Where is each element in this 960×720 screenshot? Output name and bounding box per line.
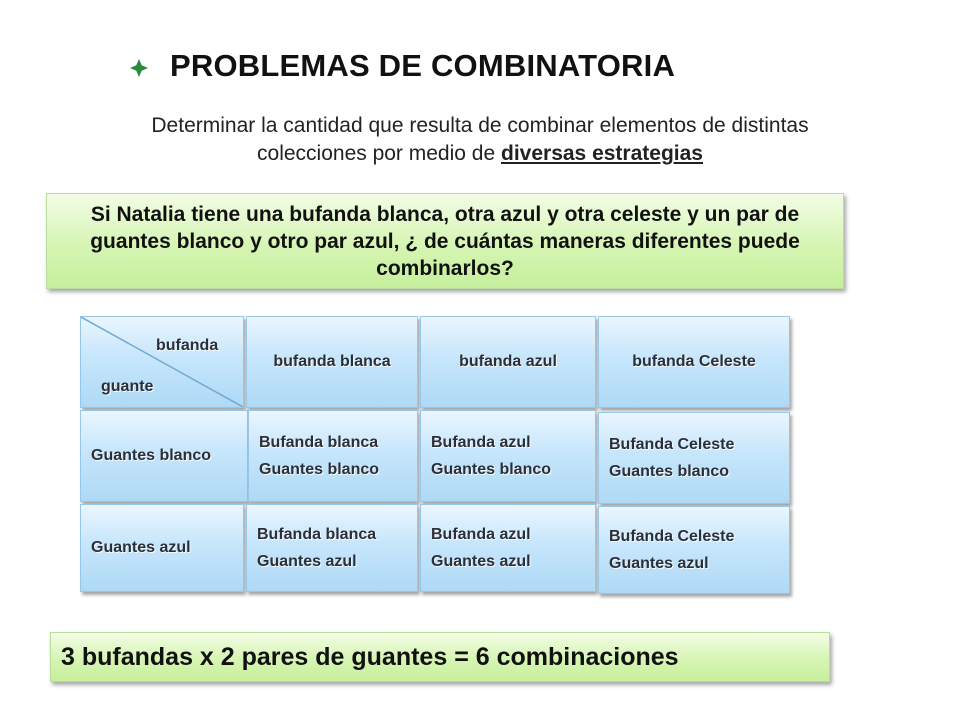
subtitle-line-2-text: colecciones por medio de [257,142,501,165]
corner-bottom-label: guante [101,378,154,395]
column-header-label: bufanda Celeste [632,353,756,370]
cell-glove-text: Guantes blanco [609,463,730,480]
corner-top-label: bufanda [156,337,219,354]
title-text: PROBLEMAS DE COMBINATORIA [170,48,676,83]
combination-cell [598,506,790,594]
row-header-label: Guantes blanco [91,447,212,464]
cell-glove-text: Guantes blanco [259,461,380,478]
diamond-bullet-icon [130,59,148,77]
cell-glove-text: Guantes azul [431,553,531,570]
result-statement [50,632,830,682]
column-header [246,316,418,408]
cell-scarf-text: Bufanda Celeste [609,436,735,453]
subtitle-emphasis: diversas estrategias [501,142,703,165]
result-text: 3 bufandas x 2 pares de guantes = 6 combinaciones [61,642,679,671]
row-header [80,504,244,592]
column-header-label: bufanda blanca [273,353,391,370]
table-corner-cell [80,316,244,408]
row-header [80,410,248,502]
combination-cell [598,412,790,504]
page-title [130,48,675,84]
combination-cell [420,410,596,502]
cell-glove-text: Guantes azul [257,553,357,570]
combination-cell [246,504,418,592]
problem-text: Si Natalia tiene una bufanda blanca, otra azul y otra celeste y un par de guantes blanco y otro par azul, ¿ de cuántas maneras diferentes puede combinarlos? [90,202,800,280]
column-header [598,316,790,408]
combination-cell [420,504,596,592]
cell-glove-text: Guantes blanco [431,461,552,478]
row-header-label: Guantes azul [91,539,191,556]
combination-cell [248,410,418,502]
subtitle-line-1: Determinar la cantidad que resulta de combinar elementos de distintas [151,114,809,137]
subtitle [40,112,920,168]
subtitle-line-2 [40,140,920,168]
column-header [420,316,596,408]
cell-scarf-text: Bufanda blanca [259,434,379,451]
column-header-label: bufanda azul [459,353,557,370]
cell-glove-text: Guantes azul [609,555,709,572]
cell-scarf-text: Bufanda Celeste [609,528,735,545]
cell-scarf-text: Bufanda azul [431,526,531,543]
cell-scarf-text: Bufanda blanca [257,526,377,543]
cell-scarf-text: Bufanda azul [431,434,531,451]
problem-statement [46,193,844,289]
